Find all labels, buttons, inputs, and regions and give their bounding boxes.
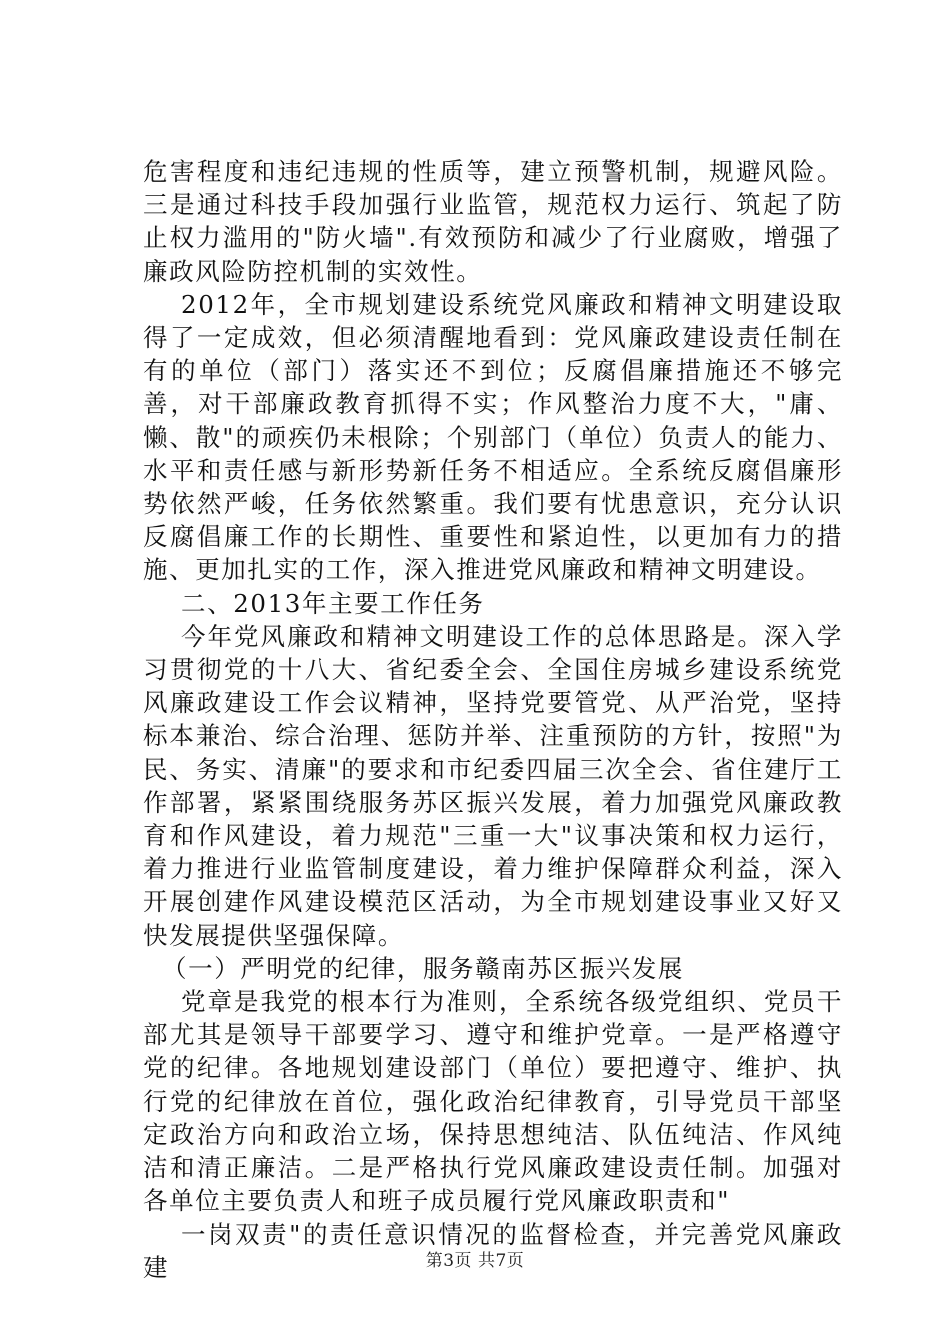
- section-heading-2013-tasks: 二、2013年主要工作任务: [181, 588, 485, 618]
- paragraph-general-approach: 今年党风廉政和精神文明建设工作的总体思路是。深入学习贯彻党的十八大、省纪委全会、全国住房城乡建设系统党风廉政建设工作会议精神，坚持党要管党、从严治党，坚持标本兼治、综合治理、惩防并举、注重预防的方针，按照"为民、务实、清廉"的要求和市纪委四届三次全会、省住建厅工作部署，紧紧围绕服务苏区振兴发展，着力加强党风廉政教育和作风建设，着力规范"三重一大"议事决策和权力运行，着力推进行业监管制度建设，着力维护保障群众利益，深入开展创建作风建设模范区活动，为全市规划建设事业又好又快发展提供坚强保障。: [143, 621, 843, 950]
- paragraph-one-post-two-duties: 一岗双责"的责任意识情况的监督检查，并完善党风廉政建: [143, 1219, 843, 1282]
- subsection-heading-party-discipline: （一）严明党的纪律，服务赣南苏区振兴发展: [162, 953, 684, 983]
- paragraph-2012-summary: 2012年，全市规划建设系统党风廉政和精神文明建设取得了一定成效，但必须清醒地看到：党风廉政建设责任制在有的单位（部门）落实还不到位；反腐倡廉措施还不够完善，对干部廉政教育抓得不实；作风整治力度不大，"庸、懒、散"的顽疾仍未根除；个别部门（单位）负责人的能力、水平和责任感与新形势新任务不相适应。全系统反腐倡廉形势依然严峻，任务依然繁重。我们要有忧患意识，充分认识反腐倡廉工作的长期性、重要性和紧迫性，以更加有力的措施、更加扎实的工作，深入推进党风廉政和精神文明建设。: [143, 289, 843, 585]
- paragraph-risk-control: 危害程度和违纪违规的性质等，建立预警机制，规避风险。三是通过科技手段加强行业监管，规范权力运行、筑起了防止权力滥用的"防火墙".有效预防和减少了行业腐败，增强了廉政风险防控机制的实效性。: [143, 157, 843, 286]
- document-body: [143, 155, 843, 1284]
- paragraph-party-constitution: 党章是我党的根本行为准则，全系统各级党组织、党员干部尤其是领导干部要学习、遵守和维护党章。一是严格遵守党的纪律。各地规划建设部门（单位）要把遵守、维护、执行党的纪律放在首位，强化政治纪律教育，引导党员干部坚定政治方向和政治立场，保持思想纯洁、队伍纯洁、作风纯洁和清正廉洁。二是严格执行党风廉政建设责任制。加强对各单位主要负责人和班子成员履行党风廉政职责和": [143, 987, 843, 1216]
- page-number-footer: 第3页 共7页: [425, 1251, 525, 1271]
